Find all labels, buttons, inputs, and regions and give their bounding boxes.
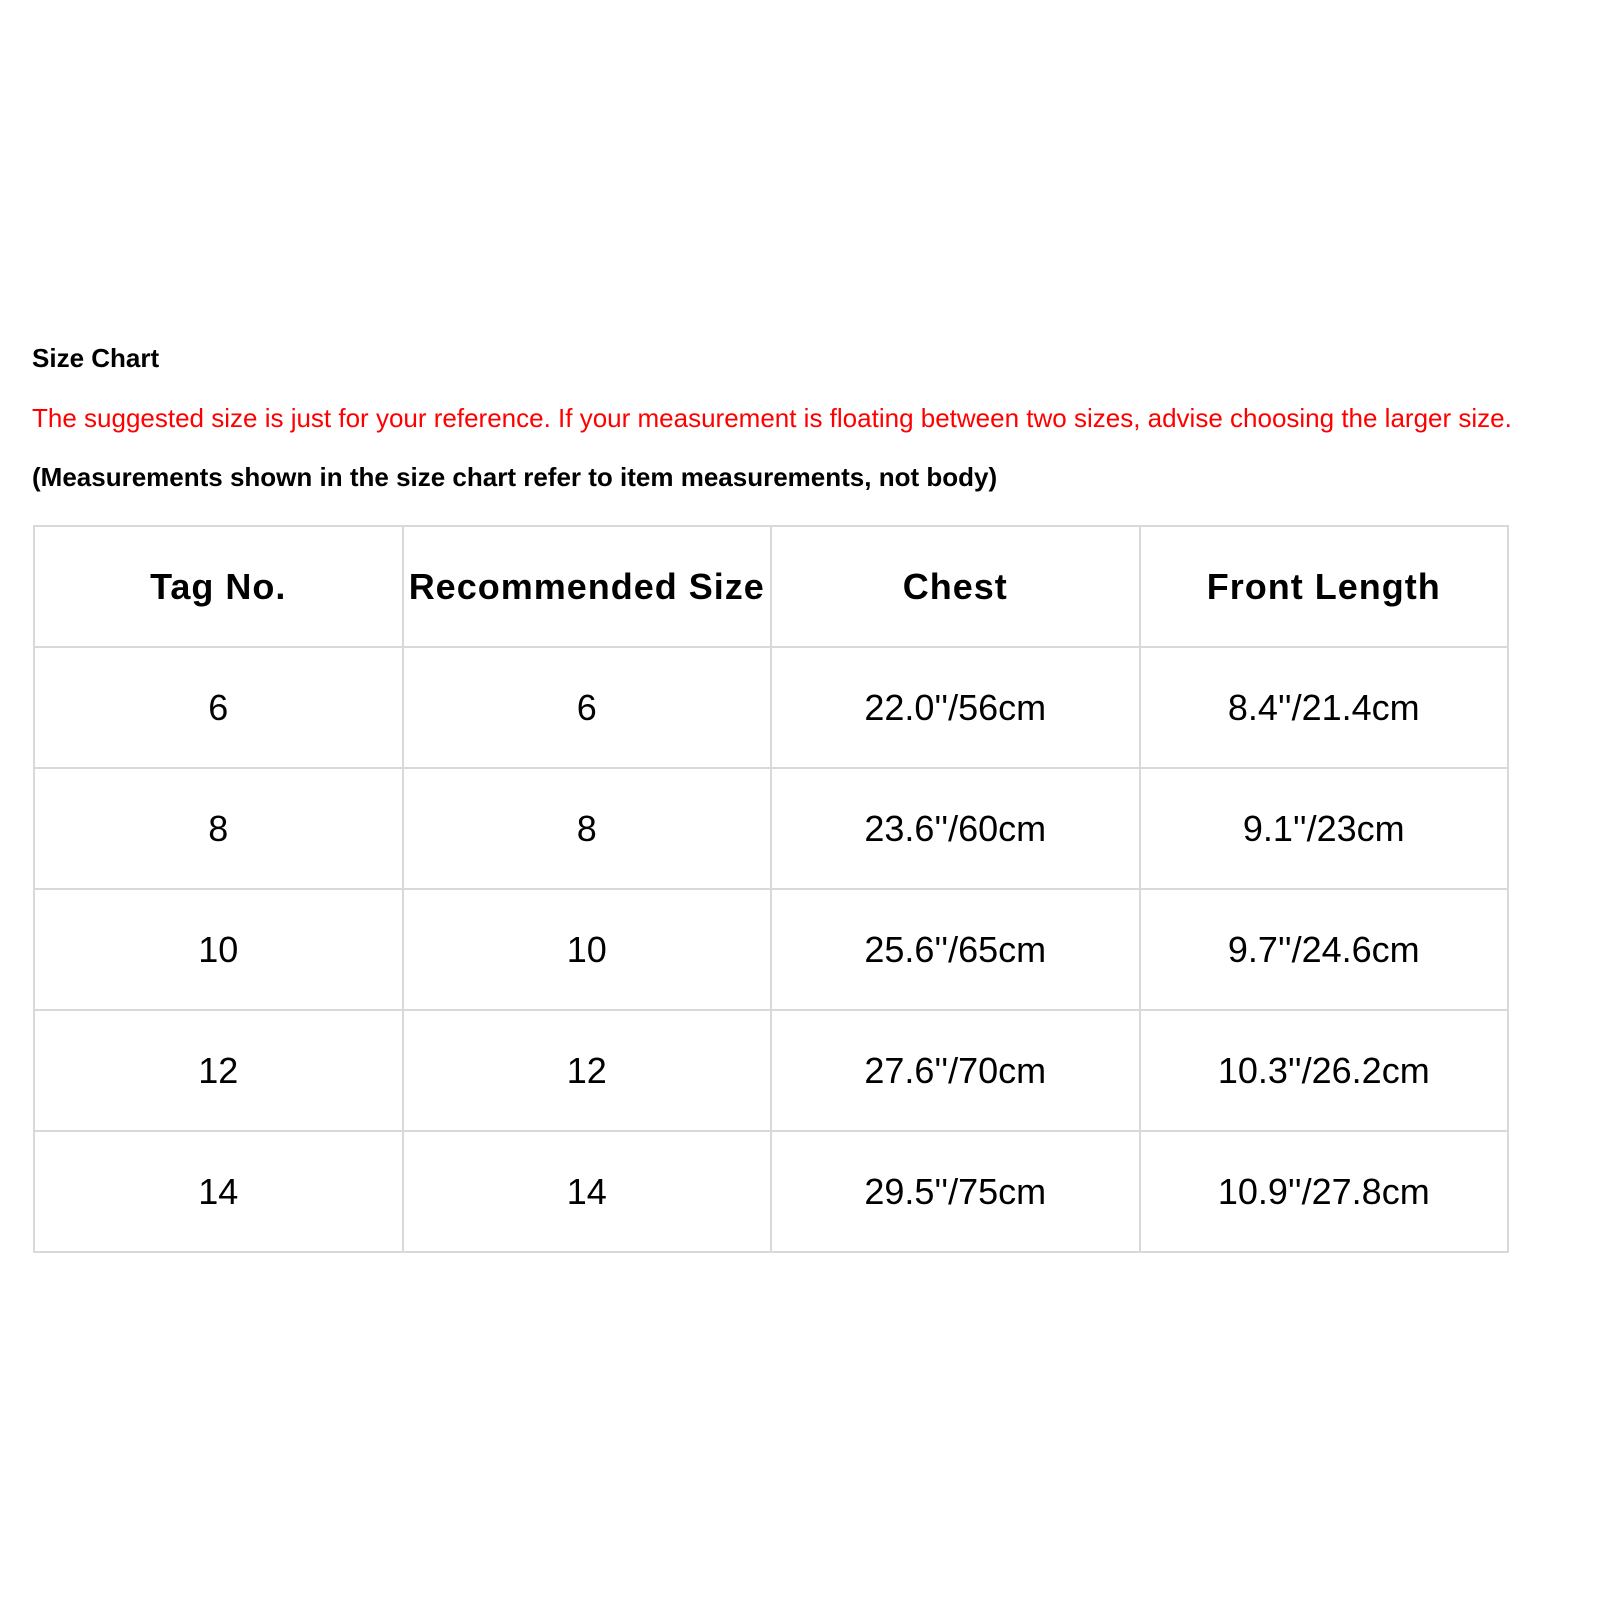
cell-recommended-size: 10: [403, 889, 772, 1010]
table-header-row: [34, 526, 1508, 647]
cell-tag-no: 6: [34, 647, 403, 768]
table-row: [34, 1131, 1508, 1252]
table-row: [34, 1010, 1508, 1131]
cell-chest: 22.0''/56cm: [771, 647, 1140, 768]
measurement-disclaimer: (Measurements shown in the size chart refer to item measurements, not body): [32, 462, 998, 492]
cell-front-length: 10.3''/26.2cm: [1140, 1010, 1509, 1131]
table-row: [34, 889, 1508, 1010]
cell-recommended-size: 8: [403, 768, 772, 889]
header-chest: Chest: [771, 526, 1140, 647]
cell-tag-no: 8: [34, 768, 403, 889]
header-tag-no: Tag No.: [34, 526, 403, 647]
header-recommended-size: Recommended Size: [403, 526, 772, 647]
header-front-length: Front Length: [1140, 526, 1509, 647]
size-chart-title: Size Chart: [32, 343, 160, 373]
table-row: [34, 768, 1508, 889]
table-row: [34, 647, 1508, 768]
cell-tag-no: 14: [34, 1131, 403, 1252]
cell-tag-no: 10: [34, 889, 403, 1010]
cell-front-length: 8.4''/21.4cm: [1140, 647, 1509, 768]
size-table: [33, 525, 1509, 1253]
cell-front-length: 9.7''/24.6cm: [1140, 889, 1509, 1010]
cell-recommended-size: 6: [403, 647, 772, 768]
cell-recommended-size: 12: [403, 1010, 772, 1131]
cell-front-length: 9.1''/23cm: [1140, 768, 1509, 889]
cell-chest: 23.6''/60cm: [771, 768, 1140, 889]
size-advice-note: The suggested size is just for your reference. If your measurement is floating between two sizes, advise choosing the larger size.: [32, 403, 1512, 433]
cell-chest: 27.6''/70cm: [771, 1010, 1140, 1131]
cell-front-length: 10.9''/27.8cm: [1140, 1131, 1509, 1252]
cell-recommended-size: 14: [403, 1131, 772, 1252]
cell-tag-no: 12: [34, 1010, 403, 1131]
cell-chest: 29.5''/75cm: [771, 1131, 1140, 1252]
cell-chest: 25.6''/65cm: [771, 889, 1140, 1010]
